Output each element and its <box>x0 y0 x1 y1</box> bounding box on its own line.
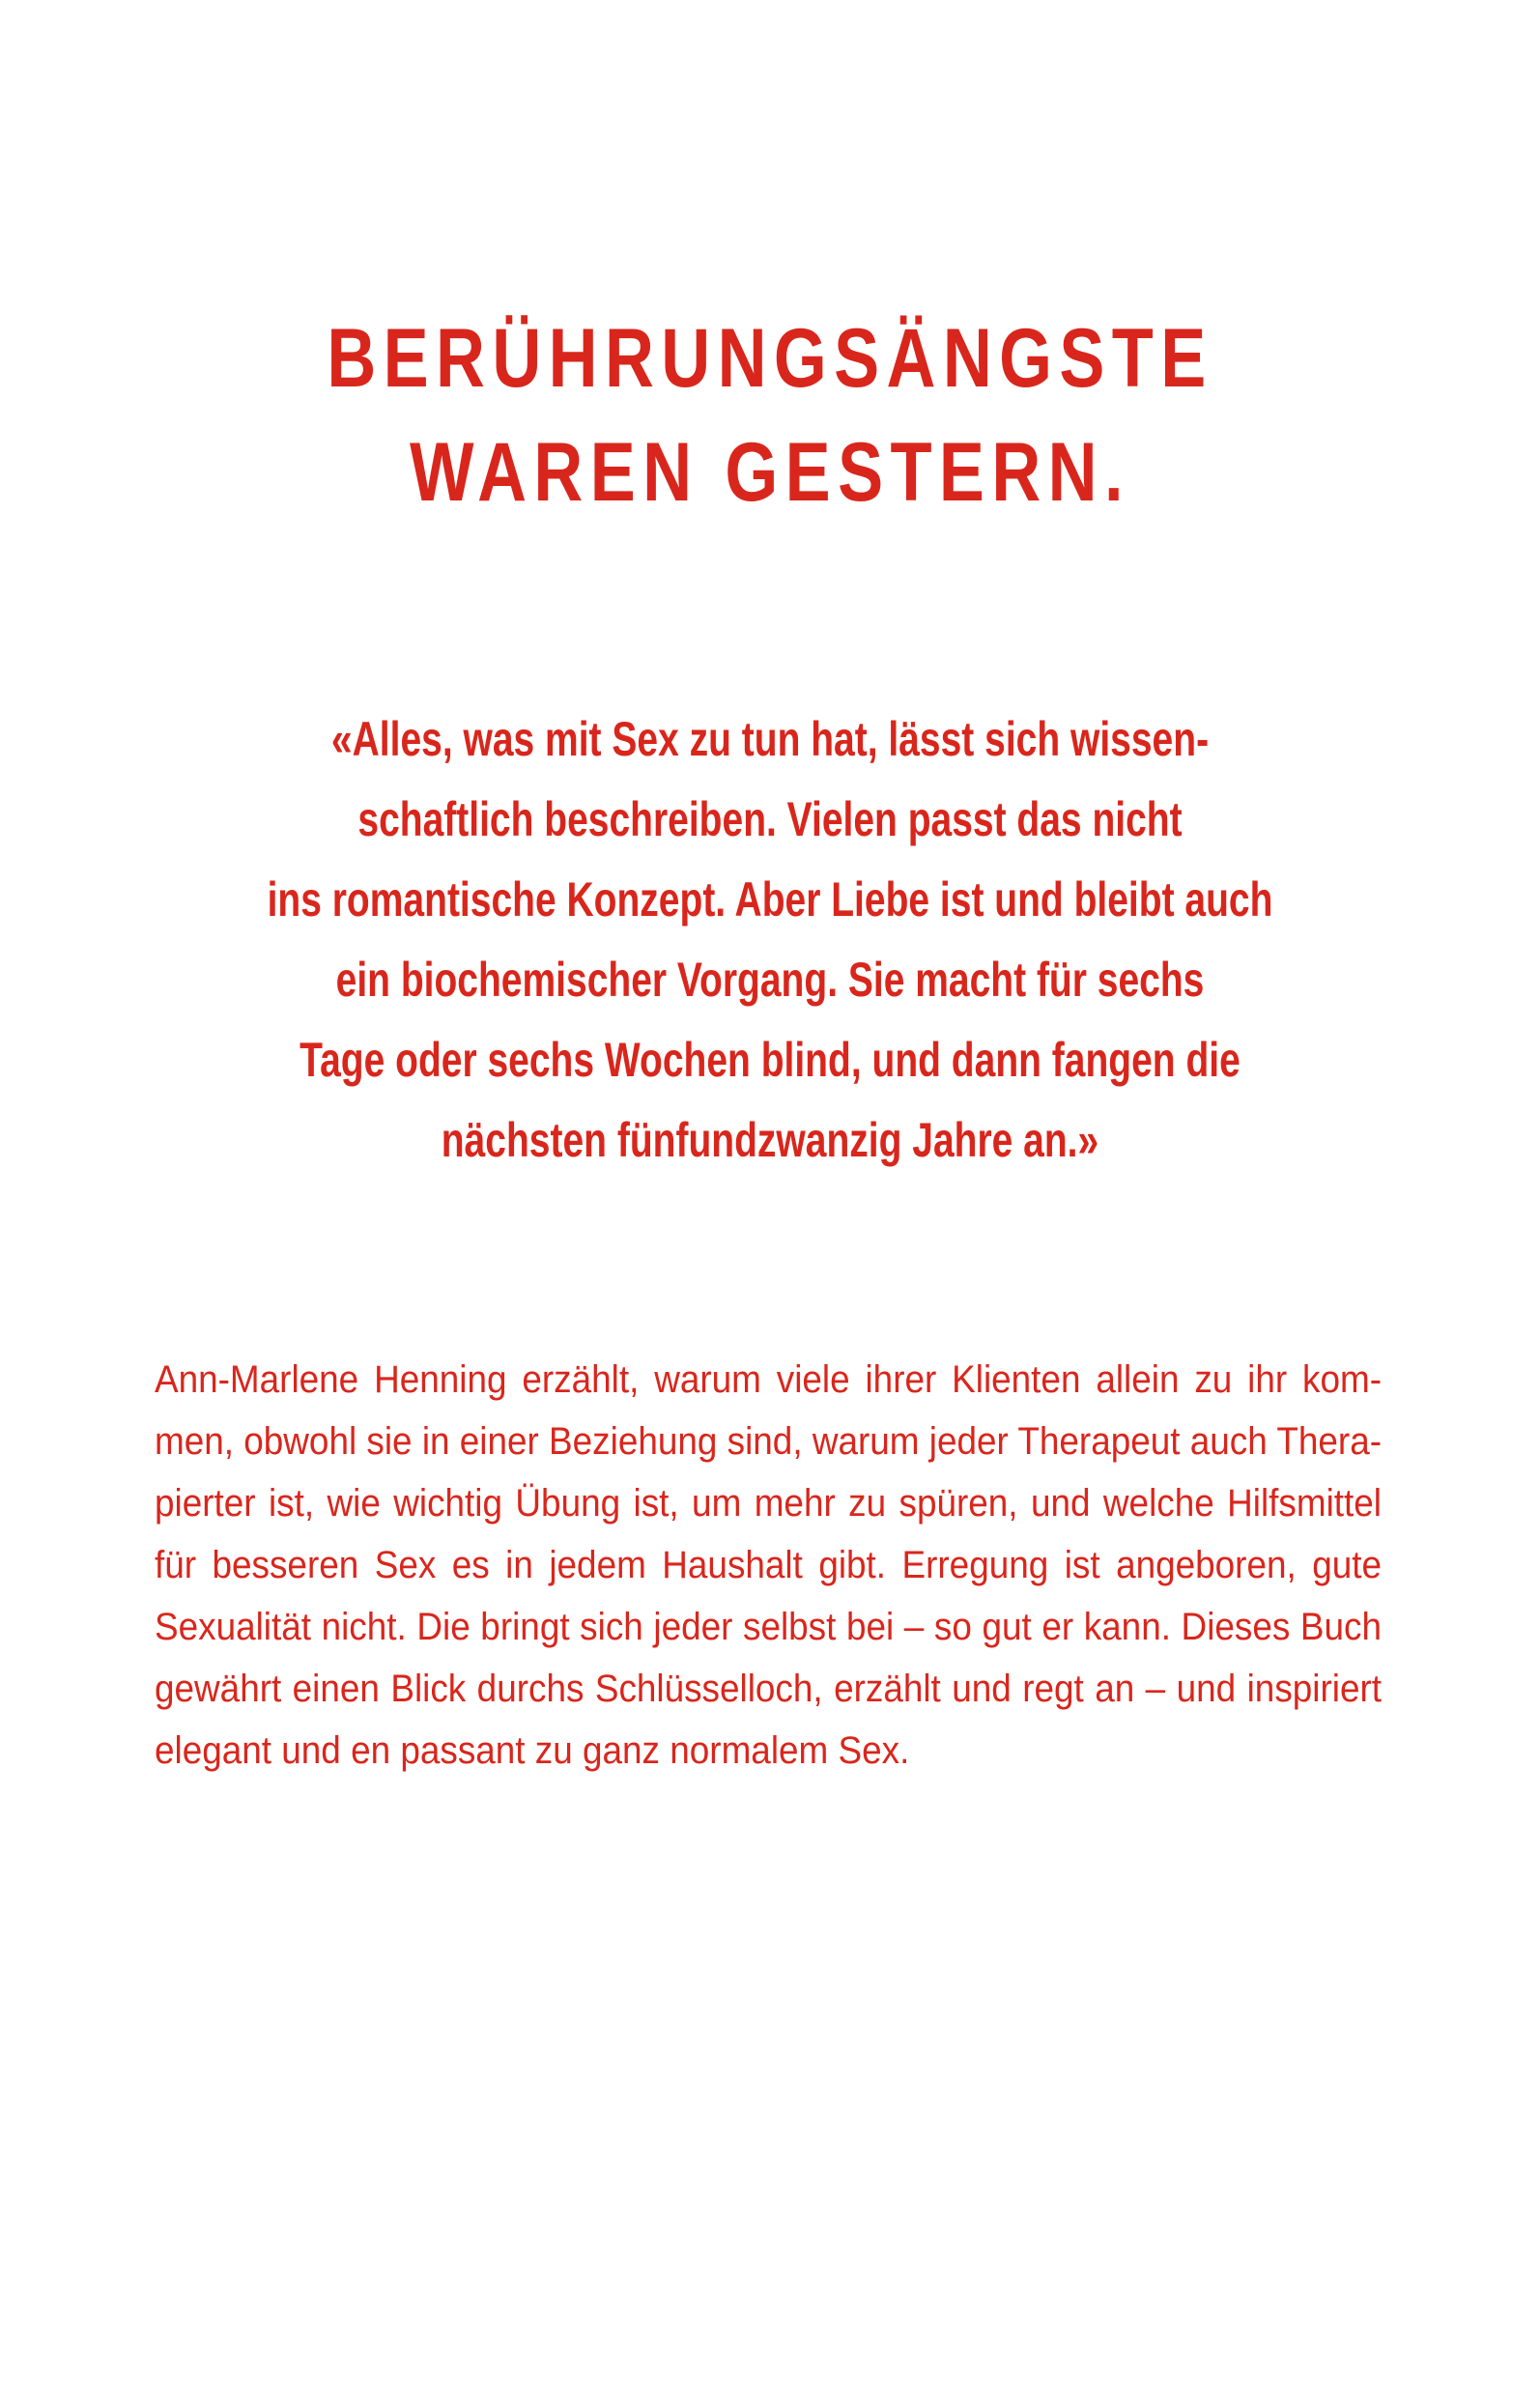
quote-line-3: ins romantische Konzept. Aber Liebe ist und bleibt auch <box>267 872 1273 927</box>
blurb-line-3: pierter ist, wie wichtig Übung ist, um mehr zu spüren, und welche Hilfsmittel <box>155 1482 1382 1525</box>
blurb-line-5: Sexualität nicht. Die bringt sich jeder selbst bei – so gut er kann. Dieses Buch <box>155 1606 1382 1648</box>
blurb-line-7: elegant und en passant zu ganz normalem Sex. <box>155 1729 910 1772</box>
blurb-line-2: men, obwohl sie in einer Beziehung sind, warum jeder Therapeut auch Thera- <box>155 1420 1382 1463</box>
headline-line-1: BERÜHRUNGSÄNGSTE <box>327 312 1213 405</box>
quote-line-5: Tage oder sechs Wochen blind, und dann fangen die <box>299 1033 1241 1087</box>
quote-line-1: «Alles, was mit Sex zu tun hat, lässt sich wissen- <box>330 712 1210 766</box>
quote-line-6: nächsten fünfundzwanzig Jahre an.» <box>441 1113 1099 1167</box>
quote-line-4: ein biochemischer Vorgang. Sie macht für sechs <box>335 953 1205 1007</box>
quote-line-2: schaftlich beschreiben. Vielen passt das nicht <box>357 792 1183 846</box>
blurb-line-1: Ann-Marlene Henning erzählt, warum viele ihrer Klienten allein zu ihr kom- <box>155 1358 1382 1401</box>
headline-line-2: WAREN GESTERN. <box>410 426 1130 519</box>
blurb-paragraph <box>155 1349 1382 1782</box>
blurb-line-4: für besseren Sex es in jedem Haushalt gibt. Erregung ist angeboren, gute <box>155 1544 1382 1586</box>
blurb-line-6: gewährt einen Blick durchs Schlüsselloch, erzählt und regt an – und inspiriert <box>155 1668 1382 1710</box>
headline <box>138 301 1401 529</box>
pull-quote <box>169 699 1370 1181</box>
